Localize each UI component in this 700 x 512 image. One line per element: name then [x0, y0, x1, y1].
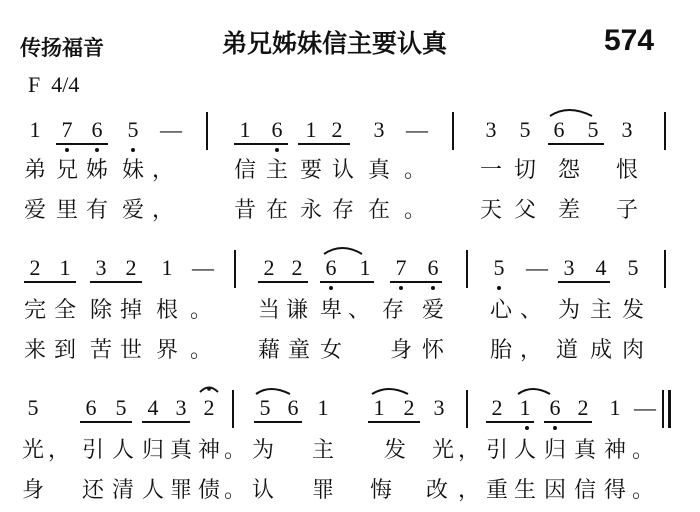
note: 6 — [427, 255, 439, 280]
note: 1 — [59, 255, 71, 280]
lyric: 发 — [383, 438, 406, 463]
lyric: 除 — [89, 298, 112, 323]
barline — [452, 112, 454, 150]
note: 2 — [331, 117, 343, 142]
barline — [234, 250, 236, 288]
lyric: 引 — [485, 438, 508, 463]
note: 6 — [287, 395, 299, 420]
slur — [550, 110, 592, 116]
hymn-title: 弟兄姊妹信主要认真 — [222, 29, 448, 58]
eighth-beam — [258, 281, 308, 283]
lyric: 有 — [85, 198, 108, 223]
lyric: 。 — [403, 158, 426, 183]
note: 2 — [29, 255, 41, 280]
lyric: 爱 — [421, 298, 444, 323]
lyric: 神 — [603, 438, 626, 463]
lyric: 清 — [111, 478, 134, 503]
final-barline-thin — [662, 390, 664, 428]
lyric: 掉 — [119, 298, 142, 323]
lyric: 因 — [543, 478, 566, 503]
lyric: 债 — [197, 478, 220, 503]
note: 2 — [203, 395, 215, 420]
eighth-beam — [24, 281, 76, 283]
lyric: 得 — [603, 478, 626, 503]
lyric: 生 — [513, 478, 536, 503]
lyric: 藉 — [257, 338, 280, 363]
key-signature: F 4/4 — [28, 72, 80, 97]
lyric: 天 — [479, 198, 502, 223]
eighth-beam — [320, 281, 374, 283]
lyric: 爱 — [23, 198, 46, 223]
note: 6 — [91, 117, 103, 142]
lyric: 归 — [141, 438, 164, 463]
lyric: 存 — [331, 198, 354, 223]
lyric: ， — [151, 158, 174, 183]
eighth-beam — [390, 281, 442, 283]
dash: — — [160, 117, 182, 142]
lyric: 神 — [197, 438, 220, 463]
lyric: 为 — [557, 298, 580, 323]
lyric: 。 — [403, 198, 426, 223]
slur — [518, 389, 550, 394]
eighth-beam — [368, 421, 420, 423]
lyric: 子 — [615, 198, 638, 223]
lyric: 切 — [513, 158, 536, 183]
lyric: 认 — [331, 158, 354, 183]
lyric: 身 — [389, 338, 412, 363]
lyric: 女 — [319, 338, 342, 363]
note: 2 — [403, 395, 415, 420]
lyric: 童 — [287, 338, 310, 363]
lyric: 主 — [589, 298, 612, 323]
low-octave-dot — [497, 286, 501, 290]
lyric: 改 — [425, 478, 448, 503]
low-octave-dot — [399, 286, 403, 290]
note: 1 — [239, 117, 251, 142]
eighth-beam — [80, 421, 132, 423]
lyric: ， — [457, 438, 480, 463]
lyric: 胎 — [489, 338, 512, 363]
fermata-icon — [200, 388, 218, 393]
lyric: 。 — [631, 478, 654, 503]
lyric: 卑 — [319, 298, 342, 323]
lyric: 认 — [251, 478, 274, 503]
lyric: ， — [151, 198, 174, 223]
low-octave-dot — [65, 148, 69, 152]
lyric: 罪 — [311, 478, 334, 503]
lyric: 。 — [189, 338, 212, 363]
lyric: 、 — [347, 298, 370, 323]
lyric: 光 — [431, 438, 454, 463]
note: 5 — [519, 117, 531, 142]
lyric: 到 — [53, 338, 76, 363]
note: 2 — [125, 255, 137, 280]
note: 1 — [305, 117, 317, 142]
note: 4 — [147, 395, 159, 420]
note: 3 — [485, 117, 497, 142]
note: 1 — [519, 395, 531, 420]
lyric: 人 — [513, 438, 536, 463]
lyric: 。 — [631, 438, 654, 463]
note: 2 — [291, 255, 303, 280]
note: 5 — [627, 255, 639, 280]
eighth-beam — [142, 421, 190, 423]
lyric: 苦 — [89, 338, 112, 363]
lyric: 永 — [299, 198, 322, 223]
lyric: 还 — [81, 478, 104, 503]
lyric: 要 — [299, 158, 322, 183]
lyric: 真 — [169, 438, 192, 463]
note: 1 — [373, 395, 385, 420]
lyric: 成 — [589, 338, 612, 363]
lyric: 重 — [485, 478, 508, 503]
eighth-beam — [298, 143, 350, 145]
lyric: 恨 — [615, 158, 638, 183]
final-barline-thick — [668, 390, 671, 428]
lyric: 世 — [119, 338, 142, 363]
lyric: 为 — [251, 438, 274, 463]
note: 6 — [325, 255, 337, 280]
lyric: 发 — [621, 298, 644, 323]
eighth-beam — [548, 143, 604, 145]
note: 4 — [595, 255, 607, 280]
lyric: 。 — [223, 438, 246, 463]
note: 6 — [271, 117, 283, 142]
lyric: 姊 — [85, 158, 108, 183]
note: 1 — [161, 255, 173, 280]
lyric: 当 — [257, 298, 280, 323]
barline — [206, 112, 208, 150]
lyric: 完 — [23, 298, 46, 323]
hymn-number: 574 — [604, 24, 655, 57]
lyric: ， — [457, 478, 480, 503]
collection-name: 传扬福音 — [20, 36, 104, 60]
note: 5 — [587, 117, 599, 142]
note: 3 — [175, 395, 187, 420]
dash: — — [192, 255, 214, 280]
note: 1 — [359, 255, 371, 280]
lyric: 信 — [573, 478, 596, 503]
note: 1 — [609, 395, 621, 420]
lyric: 差 — [557, 198, 580, 223]
note: 6 — [85, 395, 97, 420]
note: 7 — [395, 255, 407, 280]
lyric: 真 — [573, 438, 596, 463]
lyric: 怀 — [421, 338, 444, 363]
dash: — — [526, 255, 548, 280]
lyric: ， — [519, 338, 542, 363]
lyric: 来 — [23, 338, 46, 363]
lyric: 信 — [233, 158, 256, 183]
slur — [324, 248, 362, 254]
lyric: 存 — [381, 298, 404, 323]
low-octave-dot — [431, 286, 435, 290]
note: 2 — [263, 255, 275, 280]
lyric: 主 — [311, 438, 334, 463]
dash: — — [406, 117, 428, 142]
lyric: 。 — [189, 298, 212, 323]
low-octave-dot — [553, 426, 557, 430]
barline — [466, 390, 468, 428]
eighth-beam — [544, 421, 592, 423]
low-octave-dot — [131, 148, 135, 152]
eighth-beam — [254, 421, 302, 423]
lyric: 主 — [265, 158, 288, 183]
note: 3 — [621, 117, 633, 142]
eighth-beam — [90, 281, 142, 283]
lyric: 妹 — [121, 158, 144, 183]
lyric: 全 — [53, 298, 76, 323]
slur — [256, 389, 290, 394]
lyric: 怨 — [557, 158, 580, 183]
lyric: 真 — [367, 158, 390, 183]
note: 3 — [95, 255, 107, 280]
note: 1 — [317, 395, 329, 420]
lyric: 父 — [513, 198, 536, 223]
note: 1 — [29, 117, 41, 142]
lyric: 引 — [81, 438, 104, 463]
barline — [232, 390, 234, 428]
barline — [664, 112, 666, 150]
note: 5 — [127, 117, 139, 142]
eighth-beam — [558, 281, 610, 283]
note: 2 — [491, 395, 503, 420]
lyric: 在 — [367, 198, 390, 223]
low-octave-dot — [525, 426, 529, 430]
note: 6 — [553, 117, 565, 142]
note: 7 — [61, 117, 73, 142]
lyric: 在 — [265, 198, 288, 223]
lyric: 弟 — [23, 158, 46, 183]
barline — [664, 250, 666, 288]
lyric: 光 — [21, 438, 44, 463]
lyric: 归 — [543, 438, 566, 463]
low-octave-dot — [329, 286, 333, 290]
lyric: 里 — [55, 198, 78, 223]
lyric: 爱 — [121, 198, 144, 223]
low-octave-dot — [95, 148, 99, 152]
note: 5 — [27, 395, 39, 420]
note: 3 — [433, 395, 445, 420]
lyric: 界 — [155, 338, 178, 363]
eighth-beam — [56, 143, 108, 145]
note: 5 — [115, 395, 127, 420]
lyric: 道 — [555, 338, 578, 363]
lyric: 心 — [489, 298, 512, 323]
lyric: 罪 — [169, 478, 192, 503]
dash: — — [634, 395, 656, 420]
note: 3 — [373, 117, 385, 142]
note: 2 — [577, 395, 589, 420]
lyric: 。 — [223, 478, 246, 503]
lyric: 昔 — [233, 198, 256, 223]
note: 5 — [259, 395, 271, 420]
note: 6 — [549, 395, 561, 420]
note: 5 — [493, 255, 505, 280]
note: 3 — [563, 255, 575, 280]
lyric: 、 — [519, 298, 542, 323]
eighth-beam — [486, 421, 534, 423]
slur — [372, 389, 408, 394]
lyric: 谦 — [285, 298, 308, 323]
lyric: 兄 — [55, 158, 78, 183]
lyric: 根 — [155, 298, 178, 323]
lyric: 身 — [21, 478, 44, 503]
barline — [466, 250, 468, 288]
lyric: 一 — [479, 158, 502, 183]
lyric: ， — [47, 438, 70, 463]
eighth-beam — [234, 143, 288, 145]
lyric: 肉 — [621, 338, 644, 363]
fermata-dot — [207, 387, 211, 391]
lyric: 悔 — [369, 478, 392, 503]
lyric: 人 — [111, 438, 134, 463]
low-octave-dot — [275, 148, 279, 152]
lyric: 人 — [141, 478, 164, 503]
